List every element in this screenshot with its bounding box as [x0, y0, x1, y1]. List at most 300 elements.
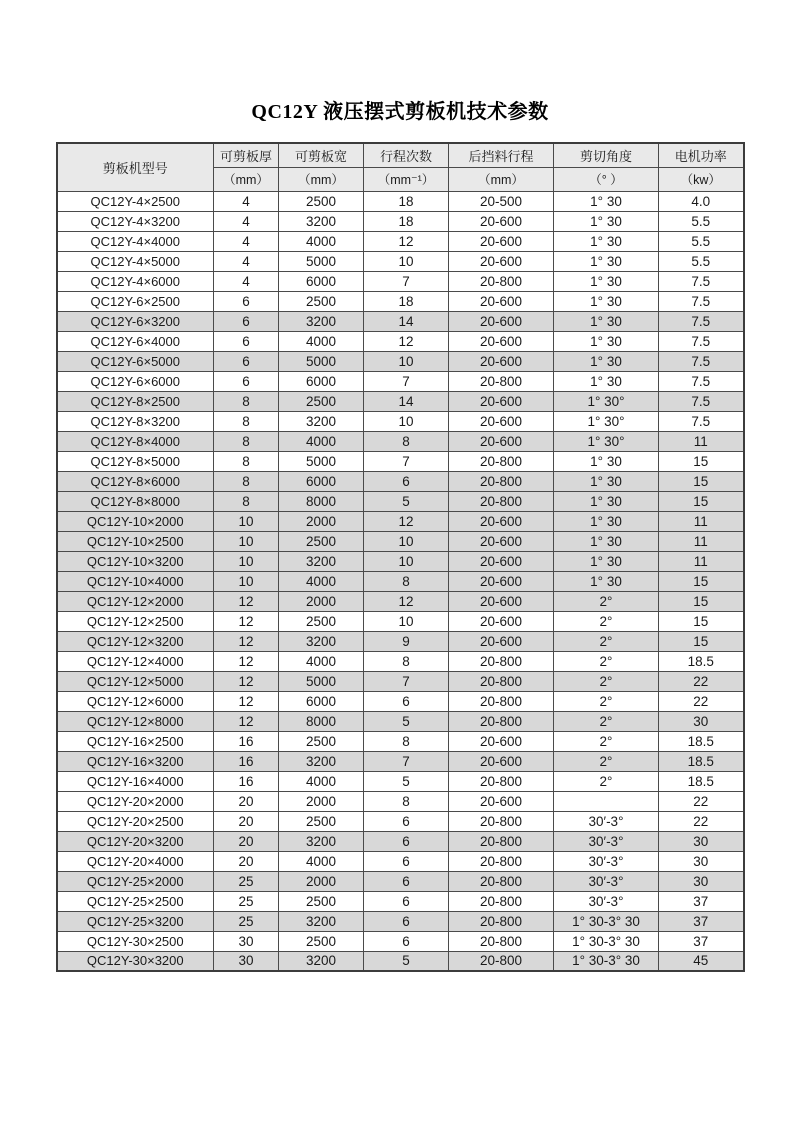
cell-power: 22 [659, 671, 744, 691]
cell-width: 6000 [279, 371, 364, 391]
cell-angle: 2° [554, 611, 659, 631]
cell-model: QC12Y-10×4000 [57, 571, 214, 591]
cell-power: 15 [659, 471, 744, 491]
cell-strokes: 6 [364, 831, 449, 851]
cell-model: QC12Y-6×6000 [57, 371, 214, 391]
cell-power: 7.5 [659, 391, 744, 411]
cell-width: 8000 [279, 491, 364, 511]
cell-model: QC12Y-10×2000 [57, 511, 214, 531]
cell-model: QC12Y-25×3200 [57, 911, 214, 931]
col-header-angle: 剪切角度 [554, 143, 659, 167]
cell-thickness: 8 [214, 431, 279, 451]
cell-angle: 1° 30 [554, 491, 659, 511]
cell-angle: 1° 30 [554, 471, 659, 491]
cell-power: 22 [659, 691, 744, 711]
cell-strokes: 6 [364, 851, 449, 871]
cell-thickness: 25 [214, 871, 279, 891]
cell-thickness: 16 [214, 731, 279, 751]
cell-strokes: 6 [364, 691, 449, 711]
cell-strokes: 8 [364, 651, 449, 671]
cell-thickness: 16 [214, 751, 279, 771]
cell-angle: 2° [554, 711, 659, 731]
table-row [57, 631, 744, 651]
col-header-backgauge: 后挡料行程 [449, 143, 554, 167]
table-row [57, 331, 744, 351]
cell-width: 2500 [279, 531, 364, 551]
cell-strokes: 7 [364, 671, 449, 691]
cell-model: QC12Y-30×2500 [57, 931, 214, 951]
cell-width: 2000 [279, 591, 364, 611]
cell-thickness: 30 [214, 931, 279, 951]
cell-power: 5.5 [659, 211, 744, 231]
cell-model: QC12Y-4×3200 [57, 211, 214, 231]
cell-strokes: 10 [364, 251, 449, 271]
cell-width: 2500 [279, 291, 364, 311]
table-row [57, 451, 744, 471]
cell-model: QC12Y-6×2500 [57, 291, 214, 311]
table-row [57, 231, 744, 251]
cell-width: 3200 [279, 211, 364, 231]
cell-model: QC12Y-25×2000 [57, 871, 214, 891]
col-unit-angle: （° ） [554, 167, 659, 191]
table-row [57, 411, 744, 431]
cell-thickness: 8 [214, 391, 279, 411]
cell-backgauge: 20-600 [449, 311, 554, 331]
cell-model: QC12Y-20×2000 [57, 791, 214, 811]
cell-model: QC12Y-12×5000 [57, 671, 214, 691]
cell-model: QC12Y-12×8000 [57, 711, 214, 731]
cell-model: QC12Y-8×4000 [57, 431, 214, 451]
cell-model: QC12Y-6×5000 [57, 351, 214, 371]
cell-model: QC12Y-30×3200 [57, 951, 214, 971]
cell-backgauge: 20-600 [449, 531, 554, 551]
cell-backgauge: 20-800 [449, 891, 554, 911]
cell-backgauge: 20-800 [449, 871, 554, 891]
cell-angle: 2° [554, 731, 659, 751]
table-row [57, 951, 744, 971]
cell-angle: 1° 30° [554, 411, 659, 431]
cell-thickness: 20 [214, 831, 279, 851]
cell-backgauge: 20-800 [449, 811, 554, 831]
table-row [57, 871, 744, 891]
cell-thickness: 8 [214, 471, 279, 491]
cell-backgauge: 20-800 [449, 471, 554, 491]
cell-angle [554, 791, 659, 811]
cell-strokes: 14 [364, 391, 449, 411]
cell-backgauge: 20-500 [449, 191, 554, 211]
cell-thickness: 25 [214, 911, 279, 931]
cell-backgauge: 20-600 [449, 791, 554, 811]
cell-thickness: 12 [214, 611, 279, 631]
cell-width: 2500 [279, 811, 364, 831]
cell-width: 5000 [279, 451, 364, 471]
cell-angle: 1° 30° [554, 391, 659, 411]
cell-power: 30 [659, 711, 744, 731]
cell-strokes: 7 [364, 751, 449, 771]
cell-strokes: 8 [364, 431, 449, 451]
cell-power: 18.5 [659, 651, 744, 671]
cell-strokes: 6 [364, 891, 449, 911]
cell-backgauge: 20-800 [449, 371, 554, 391]
cell-width: 3200 [279, 751, 364, 771]
cell-thickness: 10 [214, 551, 279, 571]
cell-strokes: 12 [364, 231, 449, 251]
cell-width: 6000 [279, 271, 364, 291]
cell-power: 7.5 [659, 331, 744, 351]
cell-power: 11 [659, 531, 744, 551]
cell-thickness: 8 [214, 451, 279, 471]
cell-backgauge: 20-800 [449, 711, 554, 731]
cell-thickness: 6 [214, 311, 279, 331]
cell-thickness: 12 [214, 691, 279, 711]
table-row [57, 311, 744, 331]
cell-width: 4000 [279, 851, 364, 871]
col-unit-strokes: （mm⁻¹） [364, 167, 449, 191]
cell-power: 7.5 [659, 371, 744, 391]
cell-power: 18.5 [659, 751, 744, 771]
col-header-width: 可剪板宽 [279, 143, 364, 167]
cell-strokes: 5 [364, 771, 449, 791]
cell-model: QC12Y-12×2000 [57, 591, 214, 611]
cell-angle: 30′-3° [554, 811, 659, 831]
cell-power: 7.5 [659, 351, 744, 371]
cell-model: QC12Y-16×4000 [57, 771, 214, 791]
cell-thickness: 6 [214, 291, 279, 311]
cell-backgauge: 20-600 [449, 351, 554, 371]
cell-power: 15 [659, 631, 744, 651]
cell-width: 5000 [279, 351, 364, 371]
cell-width: 3200 [279, 951, 364, 971]
cell-angle: 1° 30 [554, 291, 659, 311]
cell-strokes: 6 [364, 871, 449, 891]
col-unit-width: （mm） [279, 167, 364, 191]
cell-backgauge: 20-800 [449, 451, 554, 471]
cell-angle: 2° [554, 671, 659, 691]
cell-power: 5.5 [659, 251, 744, 271]
cell-angle: 2° [554, 631, 659, 651]
cell-thickness: 6 [214, 351, 279, 371]
cell-backgauge: 20-600 [449, 511, 554, 531]
cell-strokes: 6 [364, 471, 449, 491]
cell-backgauge: 20-600 [449, 551, 554, 571]
cell-strokes: 6 [364, 911, 449, 931]
cell-width: 3200 [279, 911, 364, 931]
table-row [57, 771, 744, 791]
cell-angle: 1° 30° [554, 431, 659, 451]
cell-width: 2500 [279, 731, 364, 751]
cell-thickness: 8 [214, 411, 279, 431]
cell-backgauge: 20-600 [449, 591, 554, 611]
cell-power: 15 [659, 611, 744, 631]
table-row [57, 711, 744, 731]
cell-angle: 1° 30 [554, 371, 659, 391]
cell-angle: 1° 30 [554, 511, 659, 531]
cell-backgauge: 20-600 [449, 411, 554, 431]
cell-backgauge: 20-800 [449, 851, 554, 871]
cell-width: 4000 [279, 571, 364, 591]
table-row [57, 431, 744, 451]
cell-angle: 1° 30 [554, 211, 659, 231]
cell-thickness: 8 [214, 491, 279, 511]
cell-model: QC12Y-12×2500 [57, 611, 214, 631]
cell-power: 11 [659, 551, 744, 571]
cell-width: 6000 [279, 691, 364, 711]
cell-model: QC12Y-12×6000 [57, 691, 214, 711]
cell-power: 7.5 [659, 271, 744, 291]
table-row [57, 931, 744, 951]
cell-width: 3200 [279, 311, 364, 331]
cell-strokes: 18 [364, 291, 449, 311]
cell-backgauge: 20-600 [449, 291, 554, 311]
cell-power: 7.5 [659, 411, 744, 431]
cell-width: 4000 [279, 431, 364, 451]
cell-thickness: 4 [214, 251, 279, 271]
cell-model: QC12Y-8×2500 [57, 391, 214, 411]
cell-angle: 2° [554, 651, 659, 671]
cell-strokes: 14 [364, 311, 449, 331]
cell-thickness: 20 [214, 791, 279, 811]
cell-thickness: 25 [214, 891, 279, 911]
cell-angle: 30′-3° [554, 871, 659, 891]
cell-backgauge: 20-800 [449, 951, 554, 971]
table-row [57, 831, 744, 851]
cell-angle: 1° 30 [554, 531, 659, 551]
cell-strokes: 6 [364, 931, 449, 951]
table-row [57, 211, 744, 231]
col-header-strokes: 行程次数 [364, 143, 449, 167]
cell-angle: 1° 30 [554, 231, 659, 251]
col-header-thickness: 可剪板厚 [214, 143, 279, 167]
cell-thickness: 12 [214, 631, 279, 651]
cell-width: 5000 [279, 251, 364, 271]
table-row [57, 571, 744, 591]
cell-model: QC12Y-8×6000 [57, 471, 214, 491]
cell-backgauge: 20-800 [449, 651, 554, 671]
cell-power: 30 [659, 851, 744, 871]
cell-angle: 2° [554, 591, 659, 611]
cell-model: QC12Y-6×4000 [57, 331, 214, 351]
cell-thickness: 10 [214, 531, 279, 551]
cell-power: 4.0 [659, 191, 744, 211]
cell-angle: 30′-3° [554, 831, 659, 851]
cell-thickness: 12 [214, 711, 279, 731]
cell-model: QC12Y-6×3200 [57, 311, 214, 331]
cell-width: 4000 [279, 771, 364, 791]
cell-thickness: 6 [214, 331, 279, 351]
cell-strokes: 12 [364, 331, 449, 351]
cell-thickness: 12 [214, 651, 279, 671]
cell-backgauge: 20-600 [449, 431, 554, 451]
cell-backgauge: 20-800 [449, 271, 554, 291]
cell-angle: 1° 30-3° 30 [554, 911, 659, 931]
cell-thickness: 10 [214, 571, 279, 591]
cell-angle: 1° 30 [554, 351, 659, 371]
cell-backgauge: 20-800 [449, 931, 554, 951]
cell-angle: 2° [554, 771, 659, 791]
table-row [57, 651, 744, 671]
table-row [57, 531, 744, 551]
cell-width: 3200 [279, 831, 364, 851]
table-row [57, 251, 744, 271]
cell-width: 2000 [279, 871, 364, 891]
cell-model: QC12Y-8×3200 [57, 411, 214, 431]
cell-strokes: 6 [364, 811, 449, 831]
cell-backgauge: 20-600 [449, 751, 554, 771]
cell-angle: 1° 30 [554, 451, 659, 471]
cell-power: 15 [659, 571, 744, 591]
cell-strokes: 10 [364, 531, 449, 551]
cell-strokes: 7 [364, 451, 449, 471]
cell-backgauge: 20-600 [449, 211, 554, 231]
col-header-model: 剪板机型号 [57, 143, 214, 191]
cell-backgauge: 20-800 [449, 671, 554, 691]
cell-model: QC12Y-10×3200 [57, 551, 214, 571]
cell-thickness: 20 [214, 811, 279, 831]
cell-strokes: 18 [364, 211, 449, 231]
cell-width: 8000 [279, 711, 364, 731]
cell-power: 22 [659, 811, 744, 831]
cell-angle: 1° 30-3° 30 [554, 931, 659, 951]
table-body [57, 191, 744, 971]
cell-angle: 1° 30 [554, 251, 659, 271]
cell-model: QC12Y-20×4000 [57, 851, 214, 871]
cell-strokes: 12 [364, 591, 449, 611]
cell-thickness: 4 [214, 271, 279, 291]
cell-width: 2500 [279, 611, 364, 631]
cell-width: 2500 [279, 931, 364, 951]
cell-angle: 30′-3° [554, 851, 659, 871]
cell-strokes: 9 [364, 631, 449, 651]
cell-power: 15 [659, 451, 744, 471]
table-row [57, 191, 744, 211]
spec-table [56, 142, 745, 972]
cell-power: 45 [659, 951, 744, 971]
table-row [57, 691, 744, 711]
cell-width: 2500 [279, 891, 364, 911]
table-row [57, 271, 744, 291]
cell-angle: 1° 30 [554, 571, 659, 591]
table-row [57, 911, 744, 931]
cell-width: 4000 [279, 231, 364, 251]
cell-backgauge: 20-600 [449, 231, 554, 251]
cell-backgauge: 20-600 [449, 611, 554, 631]
col-unit-power: （kw） [659, 167, 744, 191]
cell-strokes: 8 [364, 731, 449, 751]
cell-width: 4000 [279, 651, 364, 671]
cell-model: QC12Y-16×3200 [57, 751, 214, 771]
cell-model: QC12Y-8×5000 [57, 451, 214, 471]
table-row [57, 791, 744, 811]
cell-backgauge: 20-600 [449, 731, 554, 751]
cell-width: 2500 [279, 191, 364, 211]
cell-model: QC12Y-4×4000 [57, 231, 214, 251]
cell-power: 11 [659, 431, 744, 451]
cell-model: QC12Y-4×6000 [57, 271, 214, 291]
table-row [57, 811, 744, 831]
cell-model: QC12Y-20×3200 [57, 831, 214, 851]
cell-thickness: 6 [214, 371, 279, 391]
cell-strokes: 10 [364, 351, 449, 371]
cell-power: 30 [659, 871, 744, 891]
cell-angle: 2° [554, 751, 659, 771]
cell-width: 3200 [279, 551, 364, 571]
cell-model: QC12Y-16×2500 [57, 731, 214, 751]
cell-strokes: 5 [364, 491, 449, 511]
cell-backgauge: 20-800 [449, 691, 554, 711]
cell-power: 15 [659, 491, 744, 511]
cell-angle: 1° 30 [554, 311, 659, 331]
table-row [57, 391, 744, 411]
cell-width: 5000 [279, 671, 364, 691]
col-header-power: 电机功率 [659, 143, 744, 167]
cell-power: 37 [659, 911, 744, 931]
cell-backgauge: 20-800 [449, 771, 554, 791]
table-row [57, 851, 744, 871]
cell-backgauge: 20-600 [449, 391, 554, 411]
col-unit-backgauge: （mm） [449, 167, 554, 191]
cell-strokes: 7 [364, 271, 449, 291]
table-row [57, 291, 744, 311]
cell-strokes: 8 [364, 791, 449, 811]
table-header [57, 143, 744, 191]
cell-model: QC12Y-8×8000 [57, 491, 214, 511]
cell-angle: 1° 30 [554, 191, 659, 211]
cell-strokes: 12 [364, 511, 449, 531]
cell-model: QC12Y-12×3200 [57, 631, 214, 651]
cell-power: 37 [659, 891, 744, 911]
cell-strokes: 5 [364, 711, 449, 731]
cell-power: 18.5 [659, 731, 744, 751]
cell-thickness: 10 [214, 511, 279, 531]
table-row [57, 371, 744, 391]
cell-thickness: 4 [214, 231, 279, 251]
cell-thickness: 4 [214, 211, 279, 231]
cell-power: 18.5 [659, 771, 744, 791]
cell-thickness: 12 [214, 591, 279, 611]
cell-angle: 1° 30-3° 30 [554, 951, 659, 971]
cell-backgauge: 20-600 [449, 631, 554, 651]
cell-backgauge: 20-600 [449, 571, 554, 591]
cell-model: QC12Y-4×5000 [57, 251, 214, 271]
cell-thickness: 16 [214, 771, 279, 791]
cell-model: QC12Y-12×4000 [57, 651, 214, 671]
table-row [57, 671, 744, 691]
cell-model: QC12Y-4×2500 [57, 191, 214, 211]
cell-thickness: 12 [214, 671, 279, 691]
table-row [57, 891, 744, 911]
cell-power: 7.5 [659, 311, 744, 331]
cell-width: 6000 [279, 471, 364, 491]
cell-width: 2500 [279, 391, 364, 411]
cell-strokes: 10 [364, 411, 449, 431]
cell-thickness: 4 [214, 191, 279, 211]
col-unit-thickness: （mm） [214, 167, 279, 191]
cell-width: 4000 [279, 331, 364, 351]
cell-backgauge: 20-600 [449, 331, 554, 351]
cell-strokes: 5 [364, 951, 449, 971]
cell-angle: 1° 30 [554, 271, 659, 291]
cell-power: 11 [659, 511, 744, 531]
cell-angle: 1° 30 [554, 331, 659, 351]
table-row [57, 751, 744, 771]
cell-angle: 2° [554, 691, 659, 711]
table-row [57, 731, 744, 751]
table-row [57, 591, 744, 611]
table-row [57, 471, 744, 491]
cell-backgauge: 20-800 [449, 831, 554, 851]
cell-width: 2000 [279, 791, 364, 811]
cell-model: QC12Y-25×2500 [57, 891, 214, 911]
